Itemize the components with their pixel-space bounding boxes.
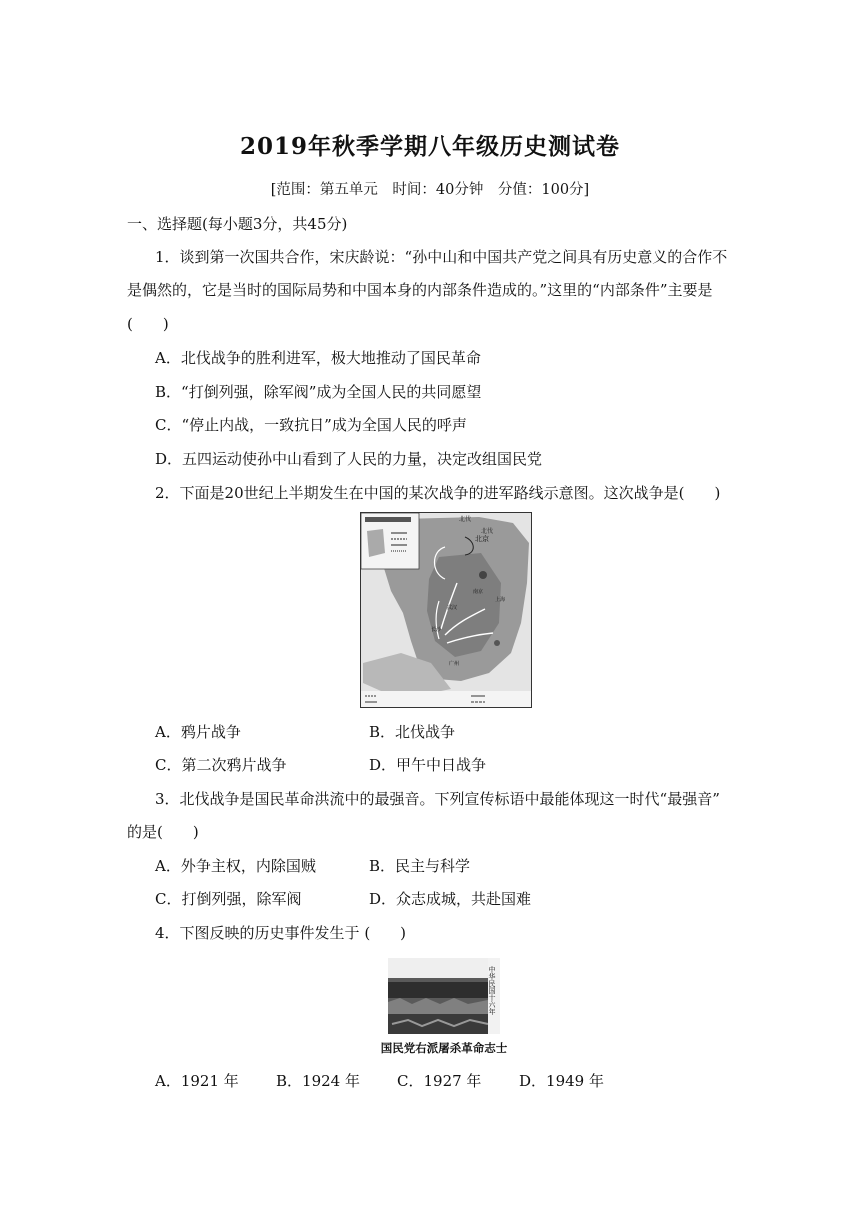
- q1-line-2: 是偶然的，它是当时的国际局势和中国本身的内部条件造成的。”这里的“内部条件”主要是: [127, 281, 713, 299]
- q1-option-a[interactable]: A．北伐战争的胜利进军，极大地推动了国民革命: [155, 349, 481, 367]
- q4-option-c[interactable]: C．1927 年: [397, 1072, 482, 1090]
- q3-option-a[interactable]: A．外争主权，内除国贼: [155, 857, 316, 875]
- map-label-wuhan: 武汉: [447, 605, 458, 611]
- q3-option-d[interactable]: D．众志成城，共赴国难: [369, 890, 532, 908]
- svg-text:北伐: 北伐: [481, 528, 494, 535]
- map-label-beijing: 北京: [475, 535, 489, 543]
- map-label-guangzhou: 广州: [449, 661, 460, 667]
- q4-option-b[interactable]: B．1924 年: [276, 1072, 360, 1090]
- q3-line-1: 3．北伐战争是国民革命洪流中的最强音。下列宣传标语中最能体现这一时代“最强音”: [155, 790, 720, 808]
- q2-option-d[interactable]: D．甲午中日战争: [369, 756, 487, 774]
- photo-inscription: 中华民国十六年: [488, 966, 496, 1015]
- q4-line-1: 4．下图反映的历史事件发生于 ( ): [155, 924, 407, 942]
- q4-option-d[interactable]: D．1949 年: [519, 1072, 604, 1090]
- section-heading: 一、选择题(每小题3分，共45分): [127, 215, 348, 233]
- map-label-changsha: 长沙: [431, 627, 442, 633]
- q1-option-d[interactable]: D．五四运动使孙中山看到了人民的力量，决定改组国民党: [155, 450, 543, 468]
- massacre-photo: [388, 958, 500, 1034]
- q3-option-b[interactable]: B．民主与科学: [369, 857, 471, 875]
- page-title: 2019年秋季学期八年级历史测试卷: [239, 133, 620, 160]
- map-label-nanjing: 南京: [473, 589, 484, 595]
- q2-option-a[interactable]: A．鸦片战争: [155, 723, 241, 741]
- exam-meta: [范围：第五单元 时间：40分钟 分值：100分]: [270, 182, 590, 198]
- q3-option-c[interactable]: C．打倒列强，除军阀: [155, 890, 302, 908]
- q4-option-a[interactable]: A．1921 年: [155, 1072, 239, 1090]
- map-label-shanghai: 上海: [495, 597, 506, 603]
- q3-line-2: 的是( ): [127, 823, 199, 841]
- svg-text:北伐: 北伐: [459, 516, 472, 523]
- q2-option-c[interactable]: C．第二次鸦片战争: [155, 756, 287, 774]
- q1-option-b[interactable]: B．“打倒列强，除军阀”成为全国人民的共同愿望: [155, 383, 482, 401]
- q1-line-1: 1．谈到第一次国共合作，宋庆龄说：“孙中山和中国共产党之间具有历史意义的合作不: [155, 248, 728, 266]
- photo-caption: 国民党右派屠杀革命志士: [380, 1041, 508, 1055]
- q2-option-b[interactable]: B．北伐战争: [369, 723, 456, 741]
- q1-line-3: ( ): [127, 315, 169, 333]
- q2-line-1: 2．下面是20世纪上半期发生在中国的某次战争的进军路线示意图。这次战争是( ): [155, 484, 721, 502]
- q1-option-c[interactable]: C．“停止内战，一致抗日”成为全国人民的呼声: [155, 416, 467, 434]
- northern-expedition-map: [360, 512, 532, 708]
